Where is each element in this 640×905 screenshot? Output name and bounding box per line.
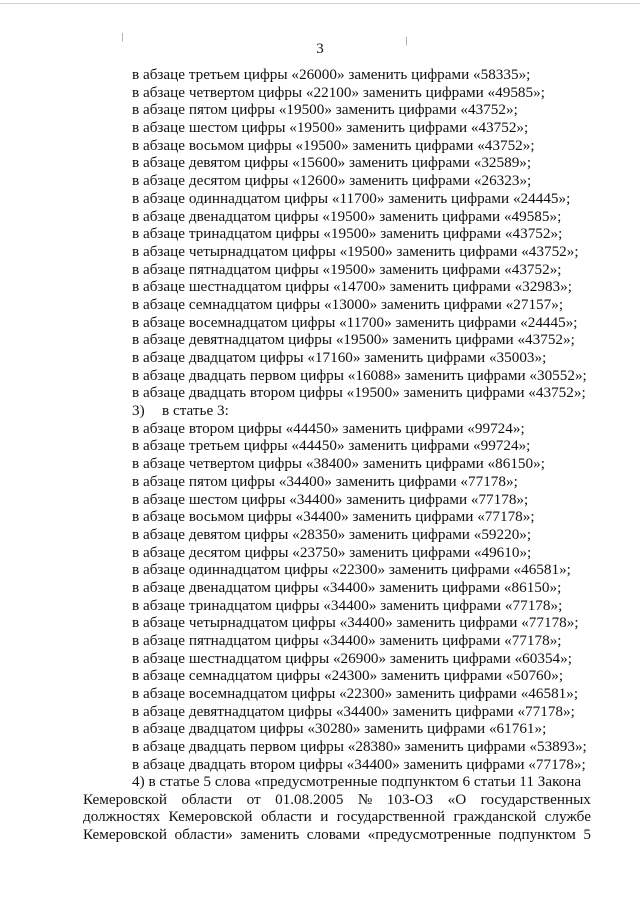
word: Кемеровской (83, 790, 167, 808)
list-item: в абзаце четвертом цифры «38400» заменить цифрами «86150»; (132, 455, 545, 473)
amendment-list (132, 66, 592, 774)
list-item: в абзаце двадцать первом цифры «28380» заменить цифрами «53893»; (132, 738, 587, 756)
word: «О (447, 790, 467, 808)
word: государственных (480, 790, 591, 808)
list-item: в абзаце девятом цифры «15600» заменить цифрами «32589»; (132, 154, 532, 172)
list-item: в абзаце девятом цифры «28350» заменить цифрами «59220»; (132, 525, 532, 543)
list-item: в абзаце четырнадцатом цифры «34400» заменить цифрами «77178»; (132, 614, 579, 632)
list-item: в абзаце восьмом цифры «19500» заменить цифрами «43752»; (132, 136, 535, 154)
list-item: в абзаце двадцать втором цифры «19500» заменить цифрами «43752»; (132, 384, 586, 402)
scan-edge-rule (0, 3, 640, 4)
paragraph-line (83, 808, 591, 826)
list-item: в абзаце восемнадцатом цифры «22300» заменить цифрами «46581»; (132, 685, 579, 703)
list-item: в абзаце двадцатом цифры «17160» заменить цифрами «35003»; (132, 349, 547, 366)
paragraph-text: 4) в статье 5 слова «предусмотренные подпунктом 6 статьи 11 Закона (132, 773, 582, 790)
word: подпунктом (498, 826, 576, 844)
word: Кемеровской (83, 826, 167, 844)
section-number: 3) (132, 402, 145, 420)
list-item: в абзаце девятнадцатом цифры «19500» заменить цифрами «43752»; (132, 331, 575, 349)
list-item: в абзаце двенадцатом цифры «34400» заменить цифрами «86150»; (132, 578, 562, 596)
list-item: в абзаце одиннадцатом цифры «22300» заменить цифрами «46581»; (132, 561, 571, 579)
list-item: в абзаце одиннадцатом цифры «11700» заменить цифрами «24445»; (132, 189, 571, 207)
list-item: в абзаце пятнадцатом цифры «34400» заменить цифрами «77178»; (132, 632, 562, 649)
word: Кемеровской (168, 808, 253, 826)
word: должностях (83, 808, 161, 826)
page-number: 3 (316, 41, 324, 57)
word: службе (544, 808, 591, 826)
paragraph-line (83, 826, 591, 844)
list-item: в абзаце четырнадцатом цифры «19500» заменить цифрами «43752»; (132, 242, 579, 260)
word: 01.08.2005 (275, 790, 344, 808)
list-item: в абзаце шестнадцатом цифры «14700» заменить цифрами «32983»; (132, 278, 572, 296)
list-item: в абзаце пятнадцатом цифры «19500» заменить цифрами «43752»; (132, 260, 562, 278)
list-item: в абзаце третьем цифры «44450» заменить цифрами «99724»; (132, 437, 531, 455)
list-item: в абзаце третьем цифры «26000» заменить цифрами «58335»; (132, 66, 531, 83)
list-item: в абзаце шестнадцатом цифры «26900» заменить цифрами «60354»; (132, 649, 572, 667)
word: «предусмотренные (367, 826, 491, 844)
list-item: в абзаце втором цифры «44450» заменить цифрами «99724»; (132, 419, 525, 437)
section-title: в статье 3: (162, 402, 229, 420)
paragraph-line (83, 773, 591, 791)
word: от (246, 790, 261, 808)
list-item: в абзаце шестом цифры «34400» заменить цифрами «77178»; (132, 490, 529, 508)
list-item: в абзаце восьмом цифры «34400» заменить цифрами «77178»; (132, 508, 535, 526)
word: словами (306, 826, 361, 844)
section-heading (132, 402, 592, 420)
list-item: в абзаце восемнадцатом цифры «11700» заменить цифрами «24445»; (132, 313, 578, 331)
list-item: в абзаце пятом цифры «34400» заменить цифрами «77178»; (132, 472, 518, 490)
word: области» (174, 826, 233, 844)
paragraph-line (83, 791, 591, 809)
list-item: в абзаце пятом цифры «19500» заменить цифрами «43752»; (132, 101, 518, 119)
list-item: в абзаце десятом цифры «23750» заменить цифрами «49610»; (132, 543, 532, 561)
word: 5 (583, 826, 591, 844)
list-item: в абзаце двадцать первом цифры «16088» заменить цифрами «30552»; (132, 366, 587, 384)
list-item: в абзаце тринадцатом цифры «19500» заменить цифрами «43752»; (132, 225, 563, 243)
list-item: в абзаце семнадцатом цифры «13000» заменить цифрами «27157»; (132, 295, 564, 313)
paragraph-4 (83, 773, 591, 844)
list-item: в абзаце десятом цифры «12600» заменить цифрами «26323»; (132, 172, 532, 190)
list-item: в абзаце семнадцатом цифры «24300» заменить цифрами «50760»; (132, 667, 564, 685)
list-item: в абзаце четвертом цифры «22100» заменить цифрами «49585»; (132, 83, 545, 101)
word: государственной (336, 808, 446, 826)
word: гражданской (453, 808, 537, 826)
word: и (320, 808, 329, 826)
list-item: в абзаце двадцать втором цифры «34400» заменить цифрами «77178»; (132, 755, 586, 773)
scan-mark-left: / (118, 29, 127, 45)
word: области (181, 790, 233, 808)
list-item: в абзаце девятнадцатом цифры «34400» заменить цифрами «77178»; (132, 702, 575, 720)
word: области (260, 808, 312, 826)
list-item: в абзаце шестом цифры «19500» заменить цифрами «43752»; (132, 119, 529, 137)
list-item: в абзаце двадцатом цифры «30280» заменить цифрами «61761»; (132, 720, 547, 738)
list-item: в абзаце тринадцатом цифры «34400» заменить цифрами «77178»; (132, 596, 563, 614)
word: 103-ОЗ (386, 790, 434, 808)
word: № (357, 790, 373, 808)
list-item: в абзаце двенадцатом цифры «19500» заменить цифрами «49585»; (132, 207, 562, 225)
scan-mark-right: / (402, 33, 411, 49)
word: заменить (240, 826, 300, 844)
